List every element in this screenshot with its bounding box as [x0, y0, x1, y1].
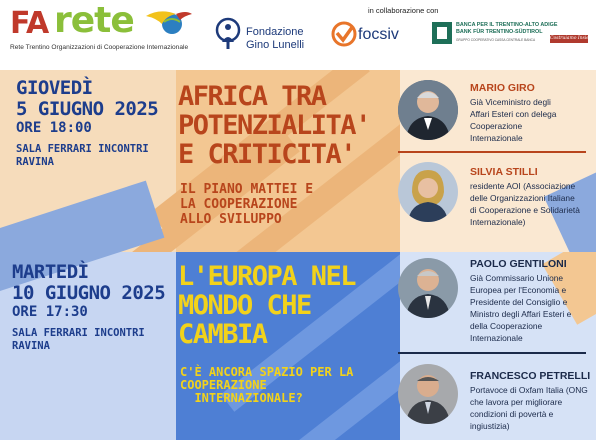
- speaker-desc-line: residente AOI (Associazione: [470, 181, 576, 191]
- speaker-photo-silvia-stilli: [398, 162, 458, 222]
- event-2-time: ORE 17:30: [12, 304, 88, 320]
- event-1-title-line: E CRITICITA': [178, 139, 356, 170]
- collaboration-label: in collaborazione con: [368, 6, 439, 15]
- event-1-title-line: POTENZIALITA': [178, 110, 370, 141]
- person-portrait-icon: [398, 162, 458, 222]
- event-1-time: ORE 18:00: [16, 120, 92, 136]
- focsiv-logo: [330, 20, 410, 54]
- event-2-date-block: [12, 262, 165, 353]
- speaker-desc-paolo-gentiloni: [470, 272, 571, 344]
- focsiv-text: focsiv: [358, 26, 399, 43]
- speaker-desc-line: Internazionale): [470, 217, 526, 227]
- lunelli-name-line2: Gino Lunelli: [246, 39, 305, 51]
- farete-tagline: Rete Trentino Organizzazioni di Cooperazione Internazionale: [10, 44, 189, 51]
- speaker-desc-line: Già Viceministro degli: [470, 97, 551, 107]
- event-1-subtitle: [180, 182, 313, 227]
- event-1-date-block: [16, 78, 158, 169]
- lunelli-name-line1: Fondazione: [246, 26, 304, 38]
- bank-square-icon: [432, 22, 452, 44]
- speaker-desc-line: Internazionale: [470, 333, 523, 343]
- speaker-desc-line: Cooperazione: [470, 121, 523, 131]
- event-1-title-line: AFRICA TRA: [178, 81, 326, 112]
- event-2-subtitle-line: INTERNAZIONALE?: [180, 391, 303, 405]
- event-1-town: RAVINA: [16, 156, 54, 168]
- speaker-name-paolo-gentiloni: PAOLO GENTILONI: [470, 258, 567, 270]
- event-2-title-line: L'EUROPA NEL: [178, 261, 356, 292]
- speaker-desc-line: Già Commissario Unione: [470, 273, 564, 283]
- event-2-subtitle-line: C'È ANCORA SPAZIO PER LA: [180, 365, 354, 379]
- bank-badge: [550, 35, 596, 43]
- lunelli-emblem-icon: [214, 16, 242, 50]
- speaker-desc-line: condizioni di povertà e: [470, 409, 554, 419]
- speaker-desc-line: Presidente del Consiglio e: [470, 297, 568, 307]
- farete-logo-rete: rete: [54, 0, 134, 41]
- event-2-venue: SALA FERRARI INCONTRI: [12, 327, 145, 339]
- speaker-desc-line: Europea per l'Economia e: [470, 285, 567, 295]
- event-2-date: 10 GIUGNO 2025: [12, 282, 166, 304]
- speaker-desc-line: Affari Esteri con delega: [470, 109, 557, 119]
- farete-logo-fa: FA: [10, 6, 49, 41]
- person-portrait-icon: [398, 258, 458, 318]
- event-1-title: [178, 82, 370, 169]
- speaker-desc-mario-giro: [470, 96, 556, 144]
- speaker-desc-line: Ministro degli Affari Esteri e: [470, 309, 572, 319]
- event-2-title: [178, 262, 355, 349]
- event-2-subtitle-line: COOPERAZIONE: [180, 378, 267, 392]
- bank-badge-text: Costruiamo Insieme: [550, 35, 596, 41]
- speaker-desc-silvia-stilli: [470, 180, 580, 228]
- event-1-subtitle-line: IL PIANO MATTEI E: [180, 182, 314, 197]
- speaker-photo-paolo-gentiloni: [398, 258, 458, 318]
- bank-line1: BANCA PER IL TRENTINO-ALTO ADIGE: [456, 22, 558, 28]
- event-1-day: GIOVEDÌ: [16, 77, 93, 99]
- speaker-photo-mario-giro: [398, 80, 458, 140]
- event-2-title-line: CAMBIA: [178, 319, 267, 350]
- event-1-date: 5 GIUGNO 2025: [16, 98, 159, 120]
- speaker-photo-francesco-petrelli: [398, 364, 458, 424]
- speaker-desc-line: di Cooperazione e Solidarietà: [470, 205, 580, 215]
- speaker-name-mario-giro: MARIO GIRO: [470, 82, 535, 94]
- event-1-venue: SALA FERRARI INCONTRI: [16, 143, 149, 155]
- event-2-title-line: MONDO CHE: [178, 290, 311, 321]
- speaker-desc-line: della Cooperazione: [470, 321, 543, 331]
- speaker-name-silvia-stilli: SILVIA STILLI: [470, 166, 538, 178]
- event-2-day: MARTEDÌ: [12, 261, 89, 283]
- dove-globe-icon: [142, 8, 194, 36]
- bank-logo: [432, 20, 596, 50]
- speaker-desc-line: Portavoce di Oxfam Italia (ONG: [470, 385, 588, 395]
- speaker-name-francesco-petrelli: FRANCESCO PETRELLI: [470, 370, 591, 382]
- header: [0, 0, 596, 70]
- event-2-town: RAVINA: [12, 340, 50, 352]
- event-1-subtitle-line: ALLO SVILUPPO: [180, 212, 282, 227]
- speaker-desc-line: delle Organizzazioni Italiane: [470, 193, 575, 203]
- speaker-desc-line: ingiustizia): [470, 421, 510, 431]
- person-portrait-icon: [398, 80, 458, 140]
- bank-line2: BANK FÜR TRENTINO-SÜDTIROL: [456, 29, 543, 35]
- fondazione-lunelli-logo: [214, 16, 314, 56]
- farete-logo: [10, 0, 190, 54]
- speaker-desc-francesco-petrelli: [470, 384, 588, 432]
- speaker-desc-line: che lavora per migliorare: [470, 397, 563, 407]
- event-2-subtitle: [180, 366, 353, 405]
- speaker-divider: [398, 352, 586, 354]
- focsiv-check-icon: [330, 20, 358, 48]
- event-1-subtitle-line: LA COOPERAZIONE: [180, 197, 298, 212]
- bank-line3: GRUPPO COOPERATIVO CASSA CENTRALE BANCA: [456, 38, 536, 42]
- person-portrait-icon: [398, 364, 458, 424]
- speaker-desc-line: Internazionale: [470, 133, 523, 143]
- speaker-divider: [398, 151, 586, 153]
